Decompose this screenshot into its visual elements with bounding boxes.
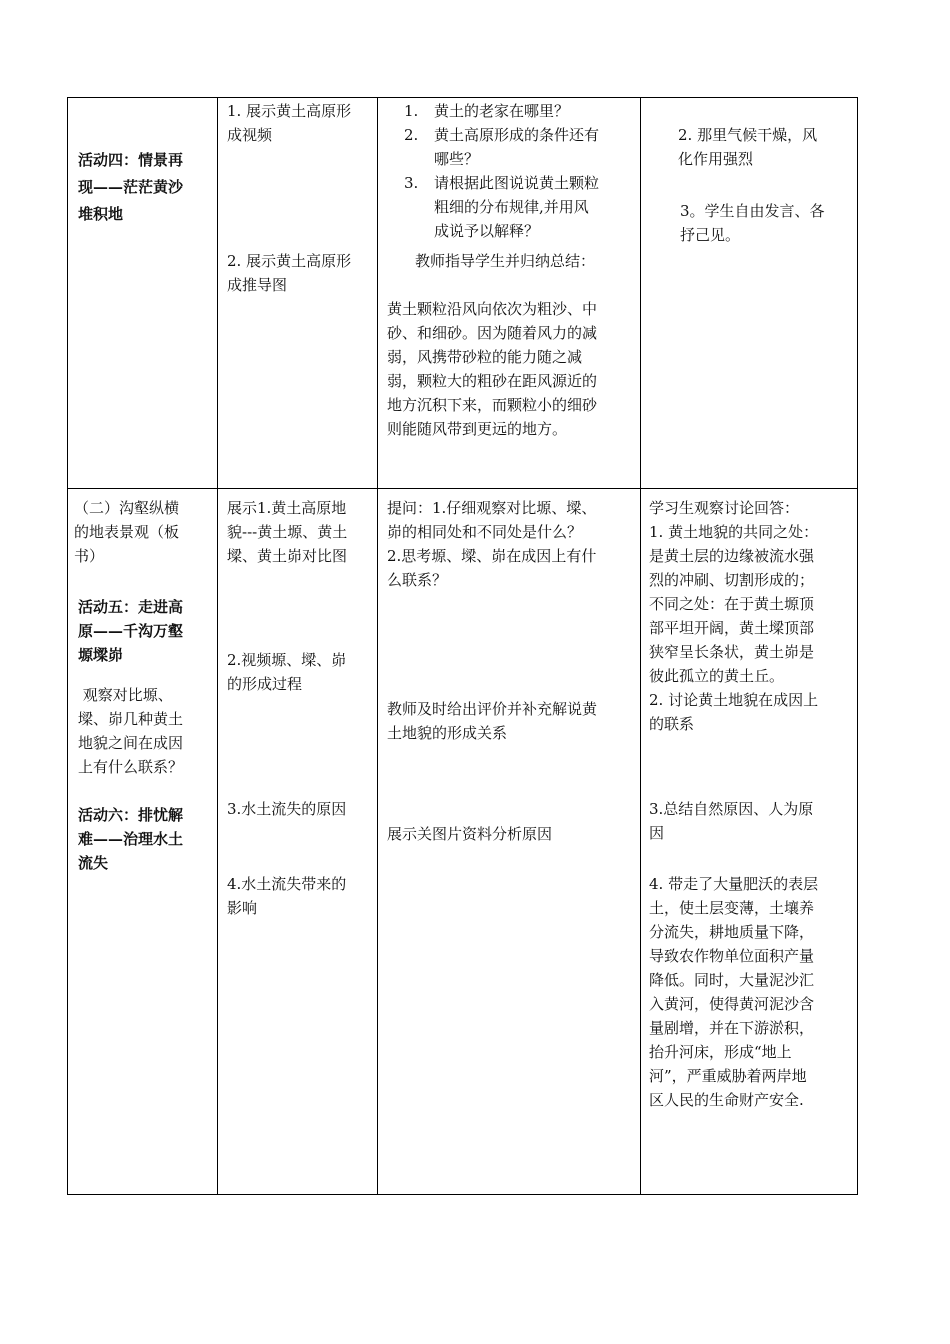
text-line: 成推导图 bbox=[227, 276, 288, 294]
question-text: 黄土高原形成的条件还有 bbox=[434, 126, 600, 144]
text-line: 2.视频塬、墚、峁 bbox=[227, 651, 347, 669]
text-line: 2.思考塬、墚、峁在成因上有什 bbox=[387, 547, 597, 565]
question-text: 哪些？ bbox=[434, 150, 480, 168]
text-line: 貌---黄土塬、黄土 bbox=[227, 523, 348, 541]
text-line: 活动五：走进高 bbox=[78, 598, 184, 616]
question-number: 3. bbox=[404, 174, 419, 192]
r2-c2-item4 bbox=[227, 872, 346, 920]
loess-summary bbox=[387, 297, 597, 441]
text-line: 活动四：情景再 bbox=[78, 151, 184, 169]
text-line: 狭窄呈长条状，黄土峁是 bbox=[649, 643, 815, 661]
r1-answer2 bbox=[678, 123, 817, 171]
teacher-evaluation bbox=[387, 697, 597, 745]
text-line: 化作用强烈 bbox=[678, 150, 754, 168]
column-divider bbox=[377, 98, 378, 1194]
r1-c2-item1 bbox=[227, 99, 351, 147]
text-line: 3.总结自然原因、人为原 bbox=[649, 800, 814, 818]
text-line: 河”，严重威胁着两岸地 bbox=[649, 1067, 807, 1085]
text-line: 部平坦开阔，黄土墚顶部 bbox=[649, 619, 815, 637]
question-item bbox=[388, 171, 599, 243]
r2-c2-item1 bbox=[227, 496, 347, 568]
text-line: 观察对比塬、 bbox=[78, 686, 173, 704]
row-divider bbox=[68, 488, 857, 489]
text-line: 原——千沟万壑 bbox=[78, 622, 184, 640]
text-line: 现——茫茫黄沙 bbox=[78, 178, 184, 196]
text-line: 弱，颗粒大的粗砂在距风源近的 bbox=[387, 372, 598, 390]
text-line: 3。学生自由发言、各 bbox=[680, 202, 825, 220]
question-number: 2. bbox=[404, 126, 419, 144]
text-line: 成视频 bbox=[227, 126, 273, 144]
text-line: 难——治理水土 bbox=[78, 830, 184, 848]
text-line: 量剧增，并在下游淤积， bbox=[649, 1019, 815, 1037]
text-line: （二）沟壑纵横 bbox=[74, 499, 180, 517]
question-text: 黄土的老家在哪里？ bbox=[434, 102, 570, 120]
text-line: 抒己见。 bbox=[680, 226, 741, 244]
text-line: 烈的冲刷、切割形成的； bbox=[649, 571, 815, 589]
section-heading bbox=[74, 496, 179, 568]
text-line: 黄土颗粒沿风向依次为粗沙、中 bbox=[387, 300, 598, 318]
text-line: 弱，风携带砂粒的能力随之减 bbox=[387, 348, 583, 366]
text-line: 展示1.黄土高原地 bbox=[227, 499, 347, 517]
text-line: 学习生观察讨论回答： bbox=[649, 499, 800, 517]
text-line: 1. 展示黄土高原形 bbox=[227, 102, 352, 120]
teacher-guide: 教师指导学生并归纳总结： bbox=[415, 252, 596, 270]
text-line: 墚、峁几种黄土 bbox=[78, 710, 184, 728]
column-divider bbox=[217, 98, 218, 1194]
text-line: 上有什么联系？ bbox=[78, 758, 184, 776]
question-number: 1. bbox=[404, 102, 419, 120]
question-text: 请根据此图说说黄土颗粒 bbox=[434, 174, 600, 192]
question-text: 成说予以解释？ bbox=[434, 222, 540, 240]
r2-answer-discussion bbox=[649, 496, 818, 736]
text-line: 是黄土层的边缘被流水强 bbox=[649, 547, 815, 565]
text-line: 地貌之间在成因 bbox=[78, 734, 184, 752]
activity5-title bbox=[78, 595, 183, 667]
text-line: 区人民的生命财产安全. bbox=[649, 1091, 804, 1109]
activity5-prompt bbox=[78, 683, 183, 779]
text-line: 峁的相同处和不同处是什么？ bbox=[387, 523, 583, 541]
text-line: 3.水土流失的原因 bbox=[227, 800, 347, 818]
text-line: 2. 展示黄土高原形 bbox=[227, 252, 352, 270]
r2-c2-item3 bbox=[227, 797, 346, 821]
text-line: 不同之处：在于黄土塬顶 bbox=[649, 595, 815, 613]
text-line: 堆积地 bbox=[78, 205, 124, 223]
text-line: 影响 bbox=[227, 899, 258, 917]
text-line: 地方沉积下来，而颗粒小的细砂 bbox=[387, 396, 598, 414]
text-line: 降低。同时，大量泥沙汇 bbox=[649, 971, 815, 989]
text-line: 抬升河床，形成“地上 bbox=[649, 1043, 792, 1061]
question-text: 粗细的分布规律,并用风 bbox=[434, 198, 589, 216]
text-line: 分流失，耕地质量下降， bbox=[649, 923, 815, 941]
text-line: 2. 那里气候干燥，风 bbox=[678, 126, 818, 144]
activity4-title bbox=[78, 147, 183, 228]
text-line: 则能随风带到更远的地方。 bbox=[387, 420, 568, 438]
text-line: 彼此孤立的黄土丘。 bbox=[649, 667, 785, 685]
text-line: 土地貌的形成关系 bbox=[387, 724, 508, 742]
text-line: 4. 带走了大量肥沃的表层 bbox=[649, 875, 819, 893]
text-line: 砂、和细砂。因为随着风力的减 bbox=[387, 324, 598, 342]
question-item bbox=[388, 99, 599, 123]
r2-answer3 bbox=[649, 797, 813, 845]
text-line: 土，使土层变薄，土壤养 bbox=[649, 899, 815, 917]
r1-c2-item2 bbox=[227, 249, 351, 297]
text-line: 塬墚峁 bbox=[78, 646, 124, 664]
text-line: 的联系 bbox=[649, 715, 695, 733]
show-images bbox=[387, 822, 552, 846]
text-line: 提问：1.仔细观察对比塬、墚、 bbox=[387, 499, 597, 517]
text-line: 1. 黄土地貌的共同之处： bbox=[649, 523, 819, 541]
text-line: 书） bbox=[74, 547, 105, 565]
question-item bbox=[388, 123, 599, 171]
text-line: 的形成过程 bbox=[227, 675, 303, 693]
column-divider bbox=[640, 98, 641, 1194]
r1-question-list bbox=[388, 99, 599, 243]
text-line: 因 bbox=[649, 824, 665, 842]
text-line: 导致农作物单位面积产量 bbox=[649, 947, 815, 965]
text-line: 么联系？ bbox=[387, 571, 448, 589]
r2-answer4 bbox=[649, 872, 818, 1112]
text-line: 入黄河，使得黄河泥沙含 bbox=[649, 995, 815, 1013]
text-line: 流失 bbox=[78, 854, 109, 872]
text-line: 4.水土流失带来的 bbox=[227, 875, 347, 893]
lesson-table bbox=[67, 97, 858, 1195]
text-line: 教师及时给出评价并补充解说黄 bbox=[387, 700, 598, 718]
activity6-title bbox=[78, 803, 183, 875]
r2-c2-item2 bbox=[227, 648, 346, 696]
r1-answer3 bbox=[680, 199, 825, 247]
text-line: 2. 讨论黄土地貌在成因上 bbox=[649, 691, 819, 709]
r2-question bbox=[387, 496, 596, 592]
text-line: 的地表景观（板 bbox=[74, 523, 180, 541]
text-line: 展示关图片资料分析原因 bbox=[387, 825, 553, 843]
text-line: 墚、黄土峁对比图 bbox=[227, 547, 348, 565]
text-line: 活动六：排忧解 bbox=[78, 806, 184, 824]
